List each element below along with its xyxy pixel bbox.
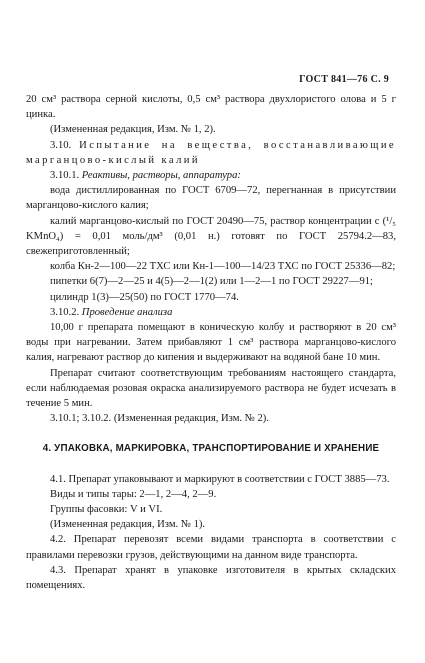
- spacer: [26, 457, 396, 472]
- clause-4-1: 4.1. Препарат упаковывают и маркируют в соответствии с ГОСТ 3885—73.: [50, 473, 390, 485]
- apparatus-flask: колба Кн-2—100—22 ТХС или Кн-1—100—14/23 ТХС по ГОСТ 25336—82;: [50, 261, 396, 273]
- clause-3-10-2-heading: [26, 305, 396, 320]
- analysis-criterion: Препарат считают соответствующим требованиям настоящего стандарта, если наблюдаемая розовая окраска анализируемого раствора не будет исчезать в течение 5 мин.: [26, 367, 396, 410]
- packing-groups: Группы фасовки: V и VI.: [50, 504, 163, 516]
- clause-number: 3.10.: [50, 139, 72, 151]
- clause-subtitle: Реактивы, растворы, аппаратура:: [81, 170, 241, 182]
- section-4-heading: 4. УПАКОВКА, МАРКИРОВКА, ТРАНСПОРТИРОВАНИЕ И ХРАНЕНИЕ: [42, 443, 380, 455]
- clause-3-10-1-heading: [26, 168, 396, 183]
- container-types: Виды и типы тары: 2—1, 2—4, 2—9.: [50, 488, 217, 500]
- reagent-permanganate: калий марганцово-кислый по ГОСТ 20490—75, раствор концентрации с (¹/₅ KMnO₄) = 0,01 моль/дм³ (0,01 н.) готовят по ГОСТ 25794.2—83, свежеприготовленный;: [26, 215, 396, 258]
- clause-subtitle: Проведение анализа: [81, 306, 173, 318]
- spacer: [26, 426, 396, 441]
- clause-title: Испытание на вещества, восстанавливающие марганцово-кислый калий: [26, 139, 396, 166]
- clause-number: 3.10.2.: [50, 306, 80, 318]
- clause-number: 3.10.1.: [50, 170, 80, 182]
- analysis-procedure: 10,00 г препарата помещают в коническую колбу и растворяют в 20 см³ воды при нагревании. Затем прибавляют 1 см³ раствора марганцово-кислого калия, нагревают раствор до кипения и выдерживают на водяной бане 10 мин.: [26, 322, 396, 364]
- clause-3-10-heading: [26, 138, 396, 168]
- apparatus-pipettes: пипетки 6(7)—2—25 и 4(5)—2—1(2) или 1—2—1 по ГОСТ 29227—91;: [50, 276, 373, 288]
- paragraph-reagents-amount: 20 см³ раствора серной кислоты, 0,5 см³ раствора двухлористого олова и 5 г цинка.: [26, 94, 396, 121]
- apparatus-cylinder: цилиндр 1(3)—25(50) по ГОСТ 1770—74.: [50, 291, 239, 303]
- amendment-note-3: (Измененная редакция, Изм. № 1).: [50, 519, 206, 531]
- amendment-note-1: (Измененная редакция, Изм. № 1, 2).: [50, 124, 216, 136]
- amendment-note-2: 3.10.1; 3.10.2. (Измененная редакция, Изм. № 2).: [50, 413, 269, 425]
- reagent-water: вода дистиллированная по ГОСТ 6709—72, перегнанная в присутствии марганцово-кислого калия;: [26, 185, 396, 212]
- clause-4-2: 4.2. Препарат перевозят всеми видами транспорта в соответствии с правилами перевозки грузов, действующими на данном виде транспорта.: [26, 534, 396, 561]
- clause-4-3: 4.3. Препарат хранят в упаковке изготовителя в крытых складских помещениях.: [26, 564, 396, 592]
- document-body: [26, 92, 396, 593]
- page-header: ГОСТ 841—76 С. 9: [299, 74, 389, 85]
